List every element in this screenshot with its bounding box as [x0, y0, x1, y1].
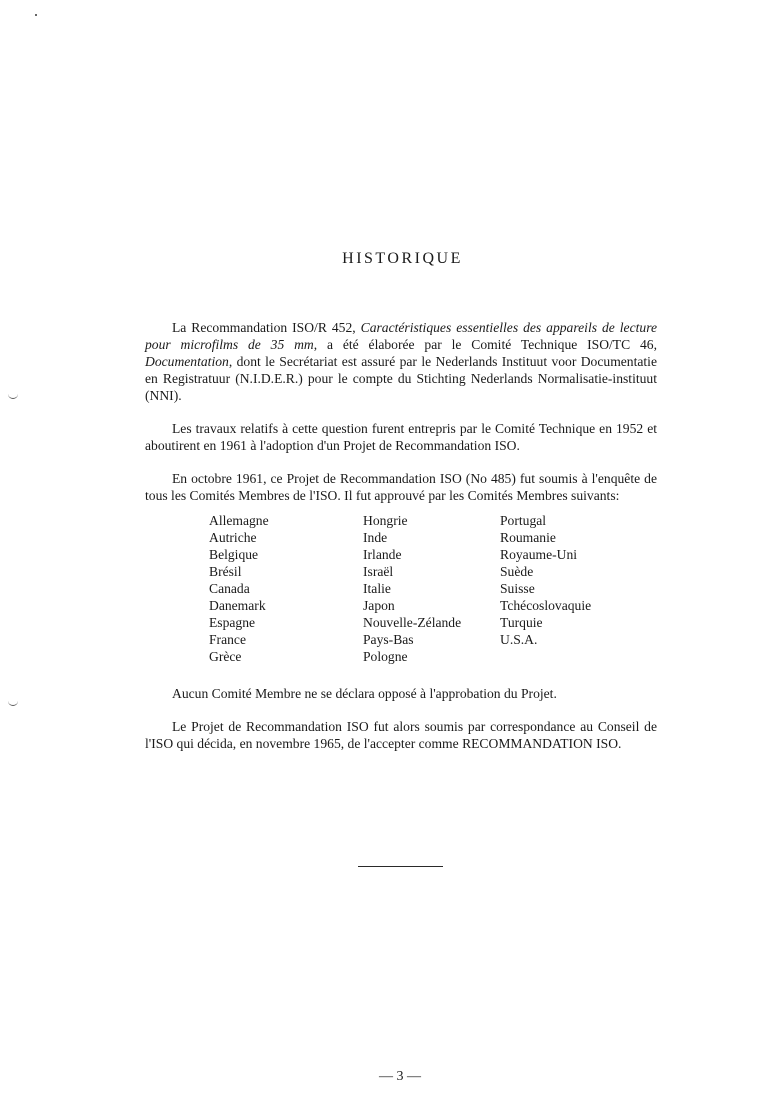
country-item: Roumanie [500, 530, 556, 545]
paragraph-intro [145, 319, 657, 404]
country-item: Autriche [209, 530, 257, 545]
paragraph-no-opposition: Aucun Comité Membre ne se déclara opposé à l'approbation du Projet. [172, 686, 557, 701]
country-item: Pologne [363, 649, 408, 664]
country-item: Japon [363, 598, 395, 613]
binding-mark [8, 700, 18, 706]
country-item: Nouvelle-Zélande [363, 615, 462, 630]
country-item: Danemark [209, 598, 266, 613]
country-item: Espagne [209, 615, 256, 630]
country-item: Canada [209, 581, 250, 596]
country-item: Hongrie [363, 513, 408, 528]
country-item: Royaume-Uni [500, 547, 578, 562]
paragraph-inquiry: En octobre 1961, ce Projet de Recommandation ISO (No 485) fut soumis à l'enquête de tous les Comités Membres de l'ISO. Il fut approuvé par les Comités Membres suivants: [145, 471, 657, 503]
binding-mark [8, 393, 18, 399]
country-item: Israël [363, 564, 394, 579]
countries-column-2 [363, 512, 500, 665]
country-item: Brésil [209, 564, 242, 579]
country-item: Italie [363, 581, 391, 596]
paragraph-work: Les travaux relatifs à cette question furent entrepris par le Comité Technique en 1952 et aboutirent en 1961 à l'adoption d'un Projet de Recommandation ISO. [145, 421, 657, 453]
country-item: Suisse [500, 581, 535, 596]
document-body [145, 319, 657, 768]
intro-text-1: La Recommandation ISO/R 452, [172, 320, 361, 335]
approving-members-list [209, 512, 657, 665]
country-item: Portugal [500, 513, 547, 528]
page-title: HISTORIQUE [342, 250, 463, 267]
countries-column-3 [500, 512, 620, 665]
scan-speck [35, 14, 37, 16]
page-number: — 3 — [379, 1069, 421, 1084]
intro-text-3: , dont le Secrétariat est assuré par le Nederlands Instituut voor Documentatie en Registratuur (N.I.D.E.R.) pour le compte du Stichting Nederlands Normalisatie-instituut (NNI). [145, 354, 657, 403]
country-item: Inde [363, 530, 388, 545]
country-item: Grèce [209, 649, 242, 664]
intro-text-2: , a été élaborée par le Comité Technique ISO/TC 46, [313, 337, 658, 352]
intro-committee-italic: Documentation [145, 354, 229, 369]
intro-title-italic: Caractéristiques essentielles des appareils de lecture pour microfilms de 35 mm [145, 320, 658, 352]
country-item: Allemagne [209, 513, 269, 528]
country-item: Tchécoslovaquie [500, 598, 592, 613]
country-item: Belgique [209, 547, 259, 562]
country-item: Pays-Bas [363, 632, 414, 647]
country-item: U.S.A. [500, 632, 538, 647]
country-item: Suède [500, 564, 534, 579]
country-item: Irlande [363, 547, 402, 562]
separator-rule [358, 866, 443, 867]
country-item: Turquie [500, 615, 543, 630]
countries-column-1 [209, 512, 363, 665]
country-item: France [209, 632, 246, 647]
paragraph-council: Le Projet de Recommandation ISO fut alors soumis par correspondance au Conseil de l'ISO qui décida, en novembre 1965, de l'accepter comme RECOMMANDATION ISO. [145, 719, 657, 751]
